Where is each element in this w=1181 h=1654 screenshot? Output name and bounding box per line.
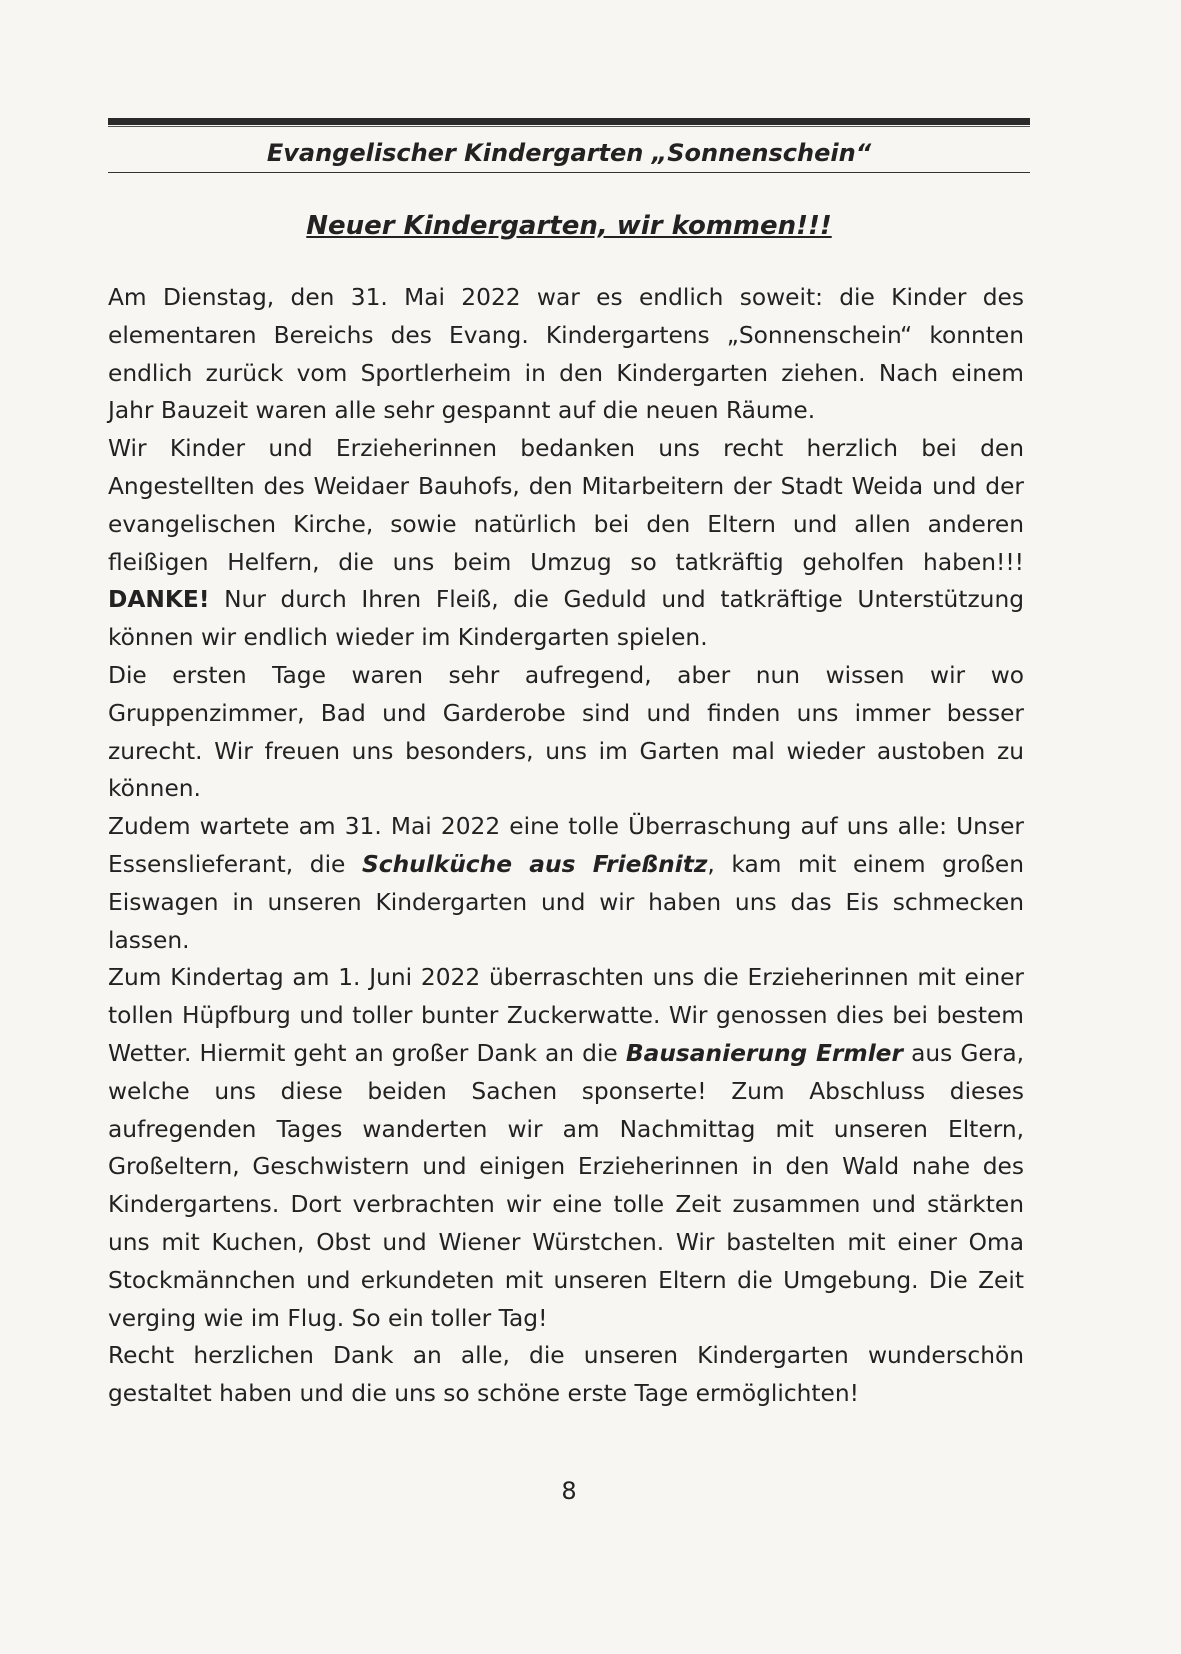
paragraph-1: Am Dienstag, den 31. Mai 2022 war es endlich soweit: die Kinder des elementaren Bereichs des Evang. Kindergartens „Sonnenschein“ konnten endlich zurück vom Sportlerheim in den Kindergarten ziehen. Nach einem Jahr Bauzeit waren alle sehr gespannt auf die neuen Räume. [108,284,1024,425]
bausanierung-emphasis: Bausanierung Ermler [625,1039,903,1067]
paragraph-2-text-a: Wir Kinder und Erzieherinnen bedanken uns recht herzlich bei den Angestellten des Weidaer Bauhofs, den Mitarbeitern der Stadt Weida und der evangelischen Kirche, sowie natürlich bei den Eltern und allen anderen fleißigen Helfern, die uns beim Umzug so tatkräftig geholfen haben!!! [108,435,1024,576]
danke-emphasis: DANKE! [108,586,210,614]
section-title: Evangelischer Kindergarten „Sonnenschein“ [266,139,872,167]
header-rule-thin [108,172,1030,173]
paragraph-3: Die ersten Tage waren sehr aufregend, aber nun wissen wir wo Gruppenzimmer, Bad und Garderobe sind und finden uns immer besser zurecht. Wir freuen uns besonders, uns im Garten mal wieder austoben zu können. [108,661,1024,803]
page-number: 8 [561,1477,577,1505]
paragraph-5-text-b: aus Gera, welche uns diese beiden Sachen sponserte! Zum Abschluss dieses aufregenden Tages wanderten wir am Nachmittag mit unseren Eltern, Großeltern, Geschwistern und einigen Erzieherinnen in den Wald nahe des Kindergartens. Dort verbrachten wir eine tolle Zeit zusammen und stärkten uns mit Kuchen, Obst und Wiener Würstchen. Wir bastelten mit einer Oma Stockmännchen und erkundeten mit unseren Eltern die Umgebung. Die Zeit verging wie im Flug. So ein toller Tag! [108,1039,1024,1332]
paragraph-5 [108,959,1024,1337]
paragraph-5-text-a: Zum Kindertag am 1. Juni 2022 überraschten uns die Erzieherinnen mit einer tollen Hüpfburg und toller bunter Zuckerwatte. Wir genossen dies bei bestem Wetter. Hiermit geht an großer Dank an die [108,964,1024,1067]
paragraph-4-text-a: Zudem wartete am 31. Mai 2022 eine tolle Überraschung auf uns alle: Unser Essenslieferant, die [108,813,1024,878]
schulkueche-emphasis: Schulküche aus Frießnitz [361,850,708,878]
paragraph-4 [108,808,1024,959]
paragraph-6: Recht herzlichen Dank an alle, die unseren Kindergarten wunderschön gestaltet haben und die uns so schöne erste Tage ermöglichten! [108,1342,1024,1408]
paragraph-4-text-b: , kam mit einem großen Eiswagen in unseren Kindergarten und wir haben uns das Eis schmecken lassen. [108,850,1025,954]
header-rule-thick [108,118,1030,125]
article-title: Neuer Kindergarten, wir kommen!!! [306,211,832,241]
paragraph-2 [108,430,1024,657]
paragraph-2-text-b: Nur durch Ihren Fleiß, die Geduld und tatkräftige Unterstützung können wir endlich wieder im Kindergarten spielen. [108,586,1024,652]
header-rule-thick-underline [108,126,1030,127]
article-body [108,279,1024,1413]
